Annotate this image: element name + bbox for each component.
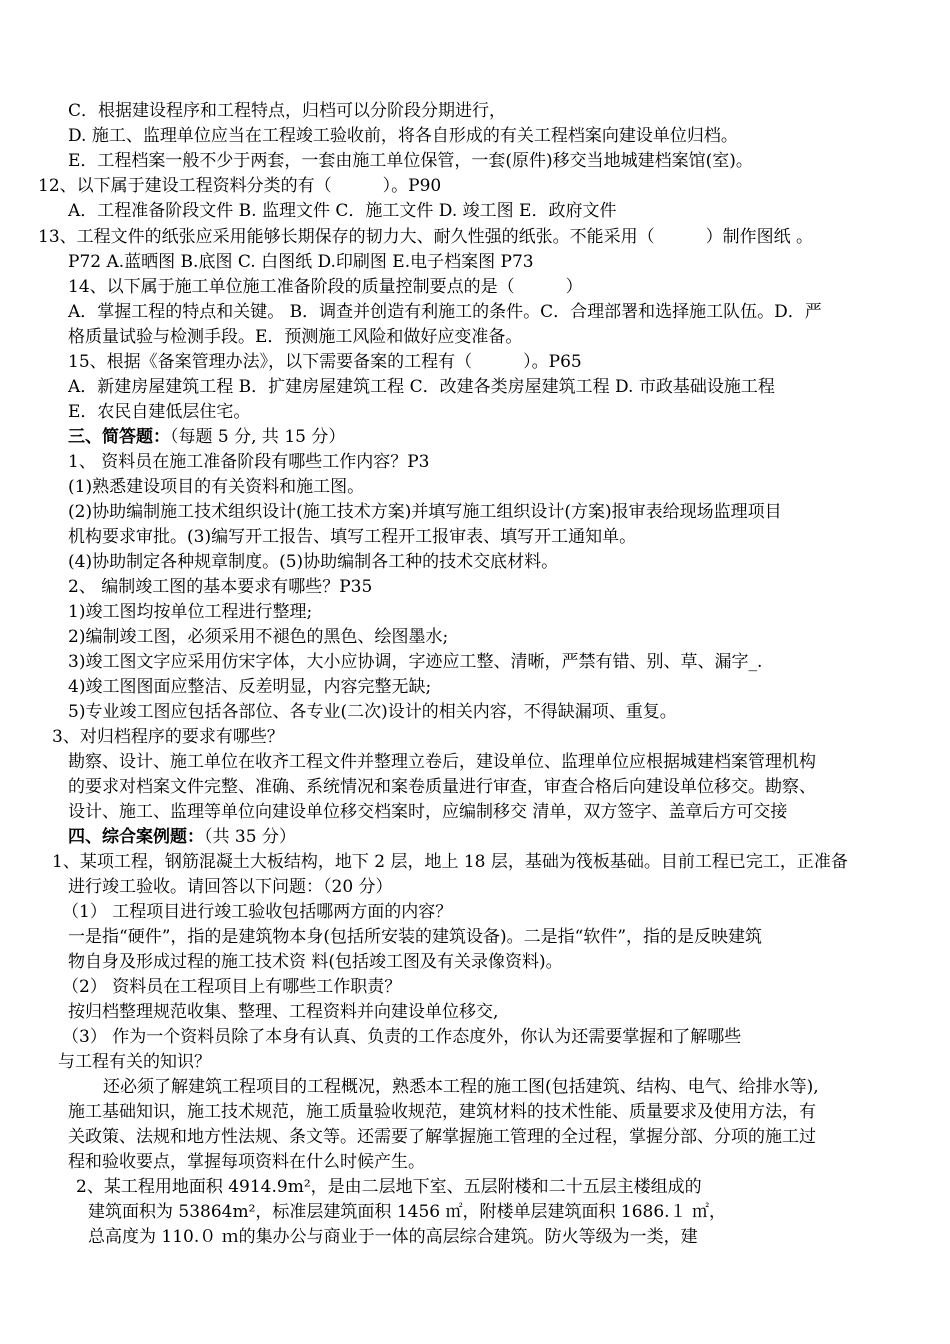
- section-title: 三、简答题：: [68, 427, 170, 447]
- text-line: 4)竣工图图面应整洁、反差明显，内容完整无缺;: [68, 677, 432, 697]
- text-line: (2)协助编制施工技术组织设计(施工技术方案)并填写施工组织设计(方案)报审表给现场监理项目: [68, 502, 782, 522]
- text-line: 物自身及形成过程的施工技术资 料(包括竣工图及有关录像资料)。: [68, 952, 563, 972]
- text-line: 一是指“硬件”，指的是建筑物本身(包括所安装的建筑设备)。二是指“软件”，指的是反映建筑: [68, 927, 763, 947]
- text-line: D. 施工、监理单位应当在工程竣工验收前，将各自形成的有关工程档案向建设单位归档。: [68, 126, 738, 146]
- text-line: E．农民自建低层住宅。: [68, 402, 251, 422]
- text-line: A．工程准备阶段文件 B. 监理文件 C．施工文件 D. 竣工图 E．政府文件: [68, 201, 617, 221]
- text-line: P72 A.蓝晒图 B.底图 C. 白图纸 D.印刷图 E.电子档案图 P73: [68, 252, 534, 272]
- text-line: E．工程档案一般不少于两套，一套由施工单位保管，一套(原件)移交当地城建档案馆(室)。: [68, 151, 753, 171]
- question-15: 15、根据《备案管理办法》，以下需要备案的工程有（ ）。P65: [68, 352, 582, 372]
- text-line: A．新建房屋建筑工程 B．扩建房屋建筑工程 C．改建各类房屋建筑工程 D. 市政基础设施工程: [68, 377, 775, 397]
- section-heading-3: [68, 425, 345, 449]
- text-line: 机构要求审批。(3)编写开工报告、填写工程开工报审表、填写开工通知单。: [68, 527, 637, 547]
- text-line: 格质量试验与检测手段。E．预测施工风险和做好应变准备。: [68, 327, 523, 347]
- text-line: 关政策、法规和地方性法规、条文等。还需要了解掌握施工管理的全过程，掌握分部、分项的施工过: [68, 1127, 816, 1147]
- section-score: （每题 5 分, 共 15 分）: [170, 427, 346, 447]
- question-heading: 2、 编制竣工图的基本要求有哪些？P35: [68, 577, 373, 597]
- sub-question: （1） 工程项目进行竣工验收包括哪两方面的内容？: [62, 902, 453, 922]
- text-line: 设计、施工、监理等单位向建设单位移交档案时，应编制移交 清单，双方签字、盖章后方可交接: [68, 802, 788, 822]
- text-line: 按归档整理规范收集、整理、工程资料并向建设单位移交,: [68, 1002, 499, 1022]
- case-2-heading: 2、某工程用地面积 4914.9m²，是由二层地下室、五层附楼和二十五层主楼组成的: [76, 1177, 702, 1197]
- sub-question: （2） 资料员在工程项目上有哪些工作职责？: [62, 977, 402, 997]
- question-13: 13、工程文件的纸张应采用能够长期保存的韧力大、耐久性强的纸张。不能采用（ ）制作图纸 。: [38, 227, 814, 247]
- question-12: 12、以下属于建设工程资料分类的有（ ）。P90: [38, 176, 442, 196]
- section-score: （共 35 分）: [204, 827, 296, 847]
- section-heading-4: [68, 825, 296, 849]
- text-line: 2)编制竣工图，必须采用不褪色的黑色、绘图墨水;: [68, 627, 449, 647]
- text-line: 程和验收要点，掌握每项资料在什么时候产生。: [68, 1152, 425, 1172]
- question-14: 14、以下属于施工单位施工准备阶段的质量控制要点的是（ ）: [68, 277, 583, 297]
- text-line: 与工程有关的知识？: [58, 1052, 211, 1072]
- text-line: 总高度为 110.０ ｍ的集办公与商业于一体的高层综合建筑。防火等级为一类，建: [88, 1227, 698, 1247]
- text-line: 进行竣工验收。请回答以下问题：（20 分）: [68, 877, 393, 897]
- text-line: C．根据建设程序和工程特点，归档可以分阶段分期进行，: [68, 101, 507, 121]
- text-line: (4)协助制定各种规章制度。(5)协助编制各工种的技术交底材料。: [68, 552, 559, 572]
- text-line: 5)专业竣工图应包括各部位、各专业(二次)设计的相关内容，不得缺漏项、重复。: [68, 702, 677, 722]
- text-line: 的要求对档案文件完整、准确、系统情况和案卷质量进行审查，审查合格后向建设单位移交。勘察、: [68, 777, 816, 797]
- text-line: A．掌握工程的特点和关键。 B．调查并创造有利施工的条件。C．合理部署和选择施工队伍。D．严: [68, 302, 822, 322]
- text-line: 勘察、设计、施工单位在收齐工程文件并整理立卷后，建设单位、监理单位应根据城建档案管理机构: [68, 752, 816, 772]
- text-line: 建筑面积为 53864m²，标准层建筑面积 1456 ㎡，附楼单层建筑面积 1686.１ ㎡，: [88, 1202, 726, 1222]
- section-title: 四、综合案例题：: [68, 827, 204, 847]
- sub-question: （3） 作为一个资料员除了本身有认真、负责的工作态度外，你认为还需要掌握和了解哪些: [62, 1027, 742, 1047]
- question-heading: 1、 资料员在施工准备阶段有哪些工作内容？P3: [68, 452, 430, 472]
- question-heading: 3、对归档程序的要求有哪些？: [52, 727, 284, 747]
- text-line: (1)熟悉建设项目的有关资料和施工图。: [68, 477, 365, 497]
- text-line: 施工基础知识，施工技术规范，施工质量验收规范，建筑材料的技术性能、质量要求及使用方法，有: [68, 1102, 816, 1122]
- text-line: 1)竣工图均按单位工程进行整理;: [68, 602, 313, 622]
- case-1-heading: 1、某项工程，钢筋混凝土大板结构，地下 2 层，地上 18 层，基础为筏板基础。目前工程已完工，正准备: [52, 852, 848, 872]
- text-line: 3)竣工图文字应采用仿宋字体，大小应协调，字迹应工整、清晰，严禁有错、别、草、漏字_.: [68, 652, 763, 672]
- text-line: 还必须了解建筑工程项目的工程概况，熟悉本工程的施工图(包括建筑、结构、电气、给排水等),: [103, 1077, 819, 1097]
